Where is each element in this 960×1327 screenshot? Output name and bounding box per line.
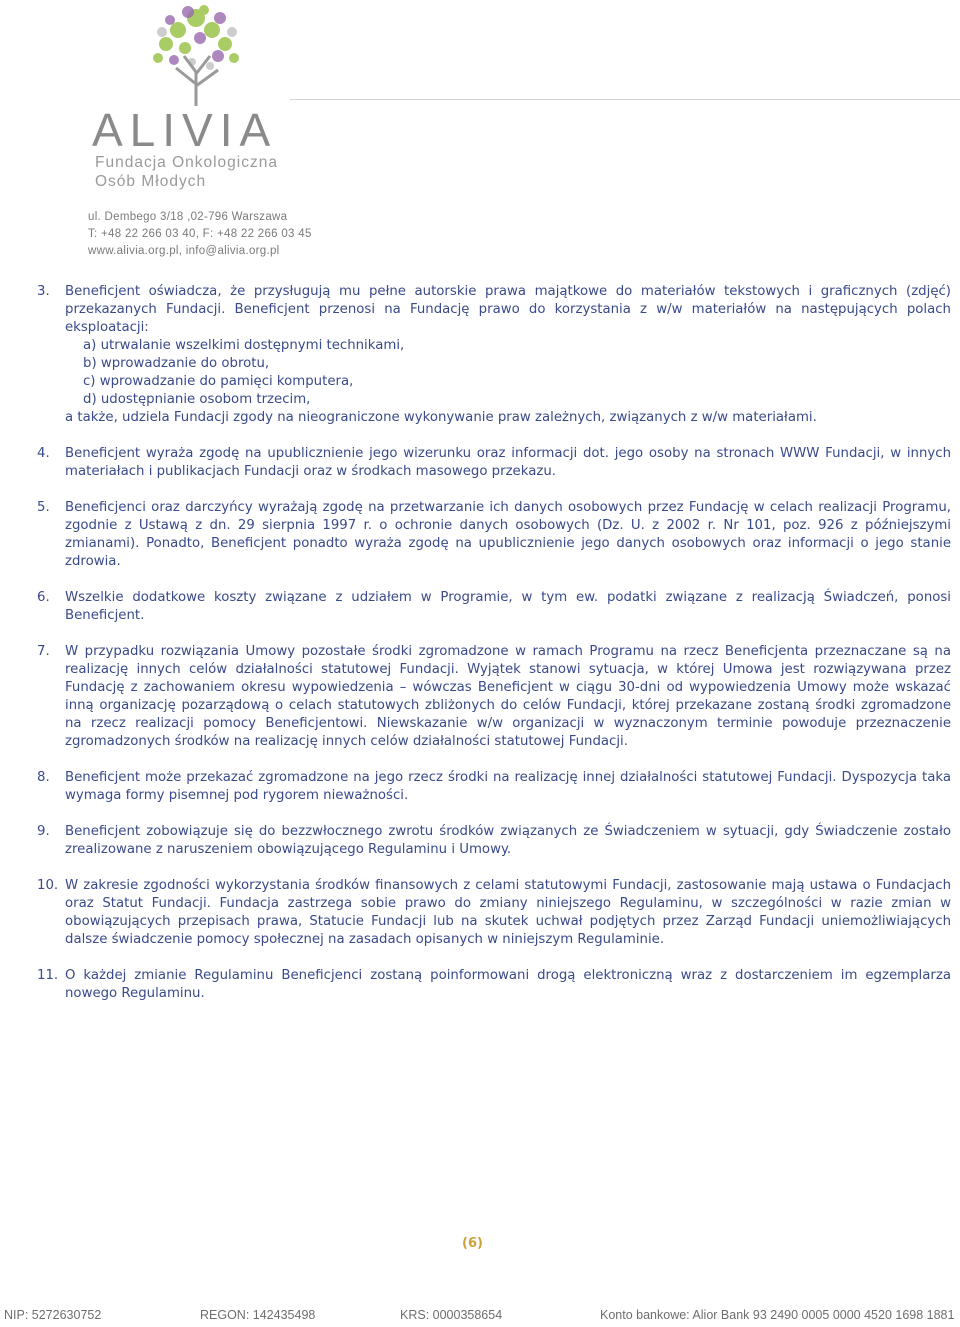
item-number: 6.	[37, 590, 50, 605]
phone-line: T: +48 22 266 03 40, F: +48 22 266 03 45	[88, 228, 312, 240]
item-text: Beneficjenci oraz darczyńcy wyrażają zgodę na przetwarzanie ich danych osobowych przez Fundację w celach realizacji Programu, zgodnie z Ustawą z dn. 29 sierpnia 1997 r. o ochronie danych osobowych (Dz. U. z 2002 r. Nr 101, poz. 926 z późniejszymi zmianami). Ponadto, Beneficjent ponadto wyraża zgodę na upublicznienie jego danych osobowych oraz informacji o jego stanie zdrowia.	[65, 500, 951, 569]
header-rule	[290, 99, 960, 100]
item-text: Beneficjent zobowiązuje się do bezzwłocznego zwrotu środków związanych ze Świadczeniem w sytuacji, gdy Świadczenie zostało zrealizowane z naruszeniem obowiązującego Regulaminu i Umowy.	[65, 824, 951, 857]
list-item	[37, 877, 951, 949]
item-number: 7.	[37, 644, 50, 659]
item-text: Wszelkie dodatkowe koszty związane z udziałem w Programie, w tym ew. podatki związane z realizacją Świadczeń, ponosi Beneficjent.	[65, 590, 951, 623]
address-line: ul. Dembego 3/18 ,02-796 Warszawa	[88, 211, 288, 223]
footer-nip: NIP: 5272630752	[4, 1308, 102, 1322]
list-item	[37, 823, 951, 859]
regulation-text	[37, 283, 951, 1021]
item-text: Beneficjent wyraża zgodę na upublicznienie jego wizerunku oraz informacji dot. jego osoby na stronach WWW Fundacji, w innych materiałach i publikacjach Fundacji oraz w środkach masowego przekazu.	[65, 446, 951, 479]
brand-subtitle-line2: Osób Młodych	[95, 173, 207, 190]
footer	[0, 1305, 960, 1327]
item-tail: a także, udziela Fundacji zgody na nieograniczone wykonywanie praw zależnych, związanych z w/w materiałami.	[65, 410, 817, 425]
item-number: 3.	[37, 284, 50, 299]
footer-regon: REGON: 142435498	[200, 1308, 316, 1322]
list-item	[37, 643, 951, 751]
item-number: 4.	[37, 446, 50, 461]
item-number: 8.	[37, 770, 50, 785]
item-body	[65, 283, 951, 427]
footer-bank-account: Konto bankowe: Alior Bank 93 2490 0005 0000 4520 1698 1881	[600, 1308, 955, 1322]
item-number: 10.	[37, 878, 59, 893]
item-text: W zakresie zgodności wykorzystania środków finansowych z celami statutowymi Fundacji, zastosowanie mają ustawa o Fundacjach oraz Statut Fundacji. Fundacja zastrzega sobie prawo do zmiany niniejszego Regulaminu, w szczególności w razie zmian w obowiązujących przepisach prawa, Statucie Fundacji lub na skutek uchwał podjętych przez Zarząd Fundacji uniemożliwiających dalsze świadczenie pomocy społecznej na zasadach opisanych w niniejszym Regulaminie.	[65, 878, 951, 947]
list-item	[37, 589, 951, 625]
sub-item: a) utrwalanie wszelkimi dostępnymi technikami,	[83, 338, 405, 353]
list-item	[37, 499, 951, 571]
brand-subtitle-line1: Fundacja Onkologiczna	[95, 154, 278, 171]
footer-krs: KRS: 0000358654	[400, 1308, 503, 1322]
item-number: 5.	[37, 500, 50, 515]
item-text: O każdej zmianie Regulaminu Beneficjenci zostaną poinformowani drogą elektroniczną wraz z dostarczeniem im egzemplarza nowego Regulaminu.	[65, 968, 951, 1001]
web-line: www.alivia.org.pl, info@alivia.org.pl	[88, 245, 280, 257]
item-text: Beneficjent oświadcza, że przysługują mu pełne autorskie prawa majątkowe do materiałów tekstowych i graficznych (zdjęć) przekazanych Fundacji. Beneficjent przenosi na Fundację prawo do korzystania z w/w materiałów na następujących polach eksploatacji:	[65, 284, 951, 335]
list-item	[37, 967, 951, 1003]
item-number: 9.	[37, 824, 50, 839]
sub-item: c) wprowadzanie do pamięci komputera,	[83, 374, 354, 389]
sub-item: d) udostępnianie osobom trzecim,	[83, 392, 311, 407]
item-text: Beneficjent może przekazać zgromadzone na jego rzecz środki na realizację innej działalności statutowej Fundacji. Dyspozycja taka wymaga formy pisemnej pod rygorem nieważności.	[65, 770, 951, 803]
list-item	[37, 283, 951, 427]
tree-logo-icon	[100, 0, 300, 106]
letterhead	[60, 0, 940, 270]
sub-item: b) wprowadzanie do obrotu,	[83, 356, 270, 371]
list-item	[37, 769, 951, 805]
list-item	[37, 445, 951, 481]
item-text: W przypadku rozwiązania Umowy pozostałe środki zgromadzone w ramach Programu na rzecz Beneficjenta przeznaczane są na realizację innych celów działalności statutowej Fundacji. Wyjątek stanowi sytuacja, w której Umowa jest rozwiązywana przez Fundację z zachowaniem okresu wypowiedzenia – wówczas Beneficjent w ciągu 30-dni od wypowiedzenia Umowy może wskazać inną organizację pozarządową o celach statutowych zbliżonych do celów Fundacji, której przekazane zostaną środki zgromadzone na rzecz realizacji pomocy Beneficjentowi. Niewskazanie w/w organizacji w wyznaczonym terminie powoduje przeznaczenie zgromadzonych środków na realizację innych celów działalności statutowej Fundacji.	[65, 644, 951, 749]
brand-name: ALIVIA	[92, 104, 278, 156]
page-number: (6)	[462, 1236, 483, 1251]
item-number: 11.	[37, 968, 59, 983]
